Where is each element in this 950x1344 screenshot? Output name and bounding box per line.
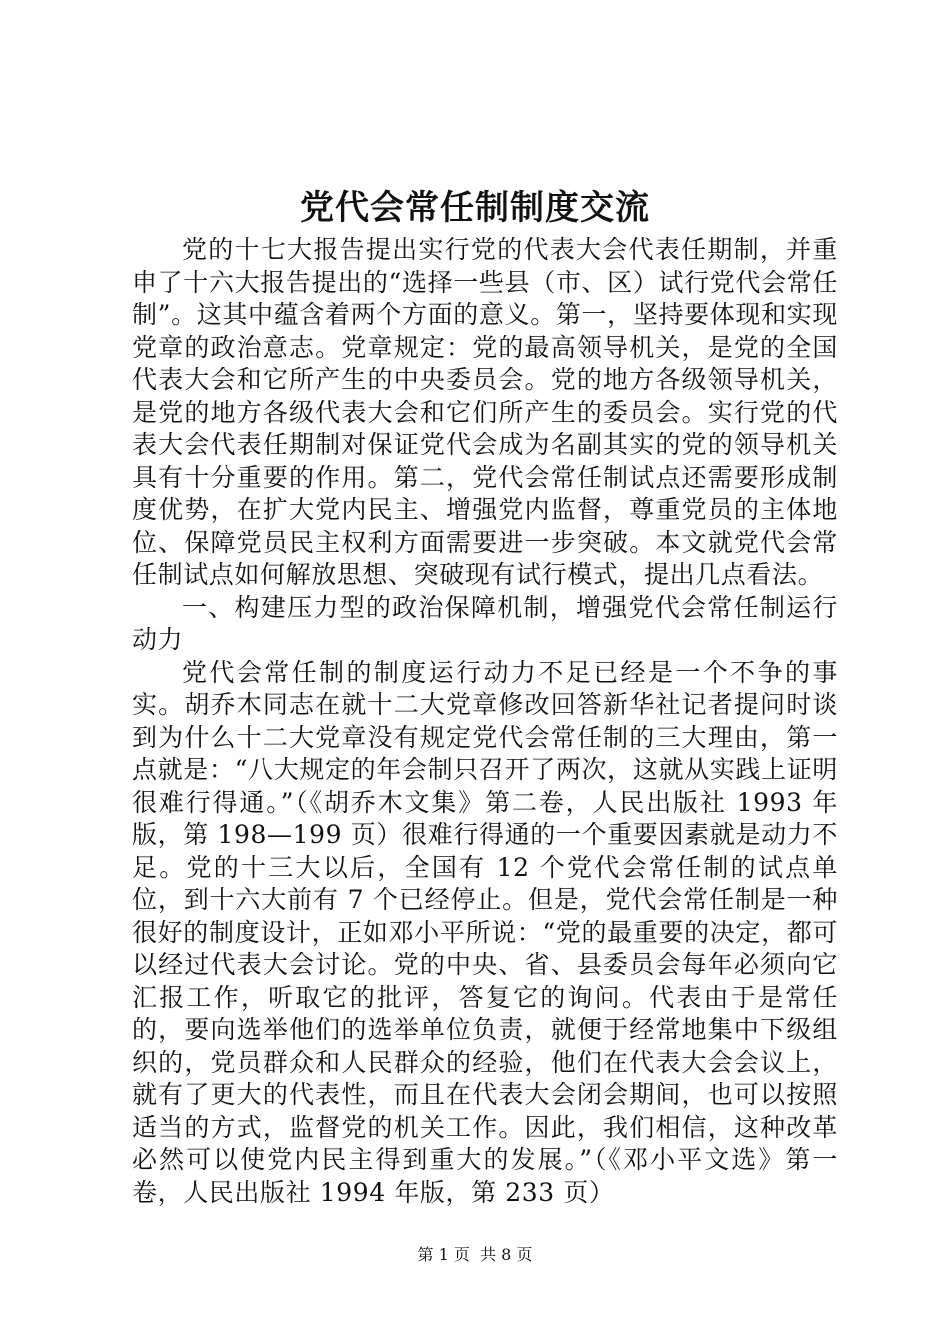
page-number: 第 1 页 (417, 1245, 470, 1264)
paragraph-intro: 党的十七大报告提出实行党的代表大会代表任期制，并重申了十六大报告提出的“选择一些县（市、区）试行党代会常任制”。这其中蕴含着两个方面的意义。第一，坚持要体现和实现党章的政治意志。党章规定：党的最高领导机关，是党的全国代表大会和它所产生的中央委员会。党的地方各级领导机关，是党的地方各级代表大会和它们所产生的委员会。实行党的代表大会代表任期制对保证党代会成为名副其实的党的领导机关具有十分重要的作用。第二，党代会常任制试点还需要形成制度优势，在扩大党内民主、增强党内监督，尊重党员的主体地位、保障党员民主权利方面需要进一步突破。本文就党代会常任制试点如何解放思想、突破现有试行模式，提出几点看法。 (132, 235, 838, 589)
page-total: 共 8 页 (480, 1245, 533, 1264)
page-footer (0, 1244, 950, 1266)
section-heading-1: 一、构建压力型的政治保障机制，增强党代会常任制运行动力 (132, 592, 838, 654)
document-title: 党代会常任制制度交流 (300, 188, 650, 228)
document-body (132, 234, 838, 1209)
paragraph-section-1: 党代会常任制的制度运行动力不足已经是一个不争的事实。胡乔木同志在就十二大党章修改回答新华社记者提问时谈到为什么十二大党章没有规定党代会常任制的三大理由，第一点就是：“八大规定的年会制只召开了两次，这就从实践上证明很难行得通。”（《胡乔木文集》第二卷，人民出版社 1993 年版，第 198—199 页）很难行得通的一个重要因素就是动力不足。党的十三大以后，全国有 12 个党代会常任制的试点单位，到十六大前有 7 个已经停止。但是，党代会常任制是一种很好的制度设计，正如邓小平所说：“党的最重要的决定，都可以经过代表大会讨论。党的中央、省、县委员会每年必须向它汇报工作，听取它的批评，答复它的询问。代表由于是常任的，要向选举他们的选举单位负责，就便于经常地集中下级组织的，党员群众和人民群众的经验，他们在代表大会会议上，就有了更大的代表性，而且在代表大会闭会期间，也可以按照适当的方式，监督党的机关工作。因此，我们相信，这种改革必然可以使党内民主得到重大的发展。”（《邓小平文选》第一卷，人民出版社 1994 年版，第 233 页） (132, 657, 838, 1207)
